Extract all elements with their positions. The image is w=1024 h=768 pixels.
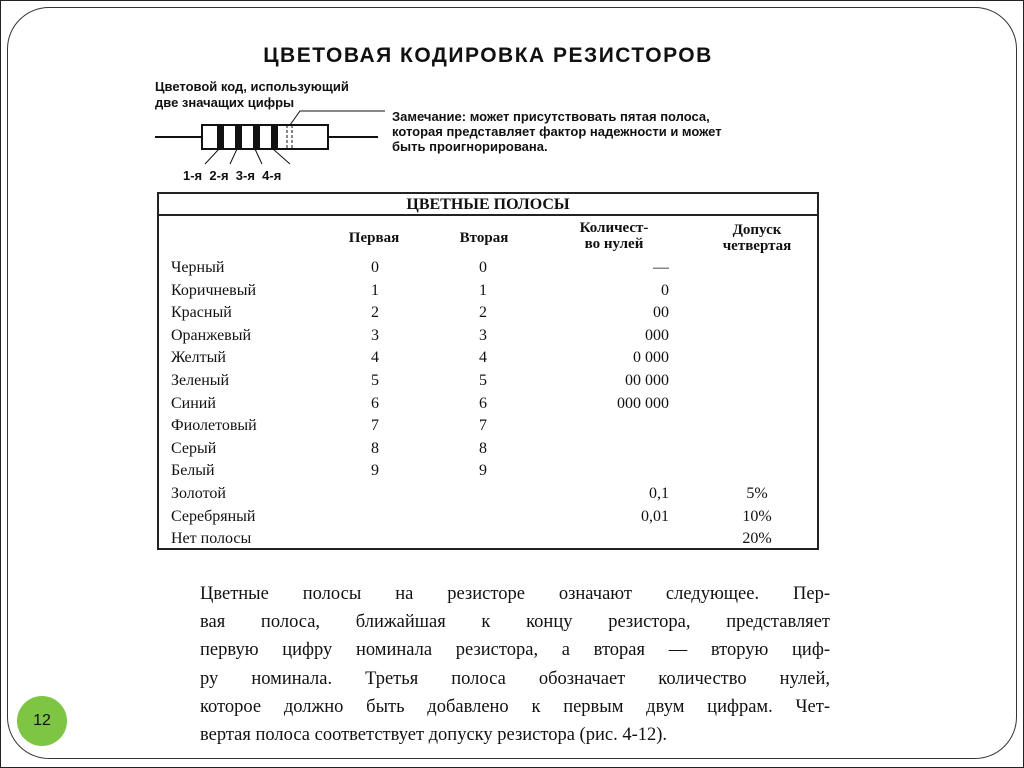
caption-line: две значащих цифры: [155, 95, 295, 110]
table-row: [159, 347, 817, 369]
color-name-cell: Красный: [171, 304, 232, 322]
table-row: [159, 257, 817, 279]
table-row: [159, 325, 817, 347]
color-name-cell: Серый: [171, 439, 217, 457]
header-tolerance-line: Допуск: [732, 222, 782, 238]
zeros-count-cell: 000 000: [617, 394, 669, 412]
band-label: 3-я: [235, 168, 255, 183]
second-digit-cell: 7: [479, 417, 487, 435]
table-row: [159, 370, 817, 392]
tolerance-cell: 20%: [742, 530, 772, 548]
table-row: [159, 528, 817, 550]
paragraph-line: первую цифру номинала резистора, а вторая — вторую циф-: [200, 640, 830, 661]
header-tolerance-line: четвертая: [722, 238, 792, 254]
diagram-note: [392, 109, 722, 154]
color-name-cell: Нет полосы: [171, 530, 252, 548]
band-labels: [183, 168, 281, 184]
second-digit-cell: 4: [479, 349, 487, 367]
first-digit-cell: 5: [371, 372, 379, 389]
header-first: Первая: [348, 230, 400, 246]
band-label: 4-я: [262, 168, 282, 183]
band-label: 1-я: [183, 168, 203, 183]
color-name-cell: Оранжевый: [171, 326, 252, 344]
color-band-table: [157, 192, 819, 550]
color-name-cell: Зеленый: [171, 372, 230, 389]
first-digit-cell: 3: [371, 326, 379, 344]
header-zeros-line: во нулей: [584, 236, 644, 252]
zeros-count-cell: 000: [645, 326, 669, 344]
table-row: [159, 393, 817, 415]
table-row: [159, 302, 817, 324]
zeros-count-cell: —: [653, 259, 669, 276]
second-digit-cell: 1: [479, 281, 487, 299]
first-digit-cell: 8: [371, 439, 379, 457]
color-name-cell: Черный: [171, 259, 225, 276]
table-row: [159, 438, 817, 460]
table-title: ЦВЕТНЫЕ ПОЛОСЫ: [159, 194, 817, 216]
caption-line: Цветовой код, использующий: [155, 79, 349, 94]
note-line: быть проигнорирована.: [392, 139, 548, 154]
header-tolerance: [689, 222, 825, 254]
paragraph-line: ру номинала. Третья полоса обозначает количество нулей,: [200, 668, 830, 689]
paragraph-line: Цветные полосы на резисторе означают следующее. Пер-: [200, 584, 830, 604]
second-digit-cell: 0: [479, 259, 487, 276]
first-digit-cell: 6: [371, 394, 379, 412]
zeros-count-cell: 0,01: [641, 507, 669, 525]
second-digit-cell: 2: [479, 304, 487, 322]
color-name-cell: Белый: [171, 462, 215, 480]
tolerance-cell: 5%: [746, 485, 768, 502]
first-digit-cell: 0: [371, 259, 379, 276]
table-row: [159, 506, 817, 528]
page-number-badge: 12: [17, 696, 67, 746]
paragraph-line: вая полоса, ближайшая к концу резистора, представляет: [200, 612, 830, 633]
first-digit-cell: 1: [371, 281, 379, 299]
second-digit-cell: 9: [479, 462, 487, 480]
header-zeros: [539, 220, 689, 252]
table-row: [159, 280, 817, 302]
color-name-cell: Синий: [171, 394, 216, 412]
body-paragraph: [200, 580, 830, 749]
header-zeros-line: Количест-: [579, 220, 649, 236]
zeros-count-cell: 00: [653, 304, 669, 322]
color-name-cell: Золотой: [171, 485, 226, 502]
paragraph-line: вертая полоса соответствует допуску резистора (рис. 4-12).: [200, 725, 668, 746]
note-line: Замечание: может присутствовать пятая полоса,: [392, 109, 710, 124]
zeros-count-cell: 0,1: [649, 485, 669, 502]
second-digit-cell: 3: [479, 326, 487, 344]
second-digit-cell: 5: [479, 372, 487, 389]
table-row: [159, 415, 817, 437]
first-digit-cell: 2: [371, 304, 379, 322]
band-label: 2-я: [209, 168, 229, 183]
table-row: [159, 460, 817, 482]
first-digit-cell: 7: [371, 417, 379, 435]
color-name-cell: Фиолетовый: [171, 417, 257, 435]
second-digit-cell: 6: [479, 394, 487, 412]
paragraph-line: которое должно быть добавлено к первым двум цифрам. Чет-: [200, 696, 830, 717]
second-digit-cell: 8: [479, 439, 487, 457]
header-second: Вторая: [459, 230, 509, 246]
color-name-cell: Желтый: [171, 349, 226, 367]
slide-title: ЦВЕТОВАЯ КОДИРОВКА РЕЗИСТОРОВ: [263, 44, 713, 67]
table-row: [159, 483, 817, 505]
zeros-count-cell: 0: [661, 281, 669, 299]
first-digit-cell: 9: [371, 462, 379, 480]
color-name-cell: Коричневый: [171, 281, 257, 299]
note-line: которая представляет фактор надежности и может: [392, 124, 722, 139]
zeros-count-cell: 0 000: [633, 349, 669, 367]
tolerance-cell: 10%: [742, 507, 772, 525]
color-name-cell: Серебряный: [171, 507, 256, 525]
zeros-count-cell: 00 000: [625, 372, 669, 389]
first-digit-cell: 4: [371, 349, 379, 367]
